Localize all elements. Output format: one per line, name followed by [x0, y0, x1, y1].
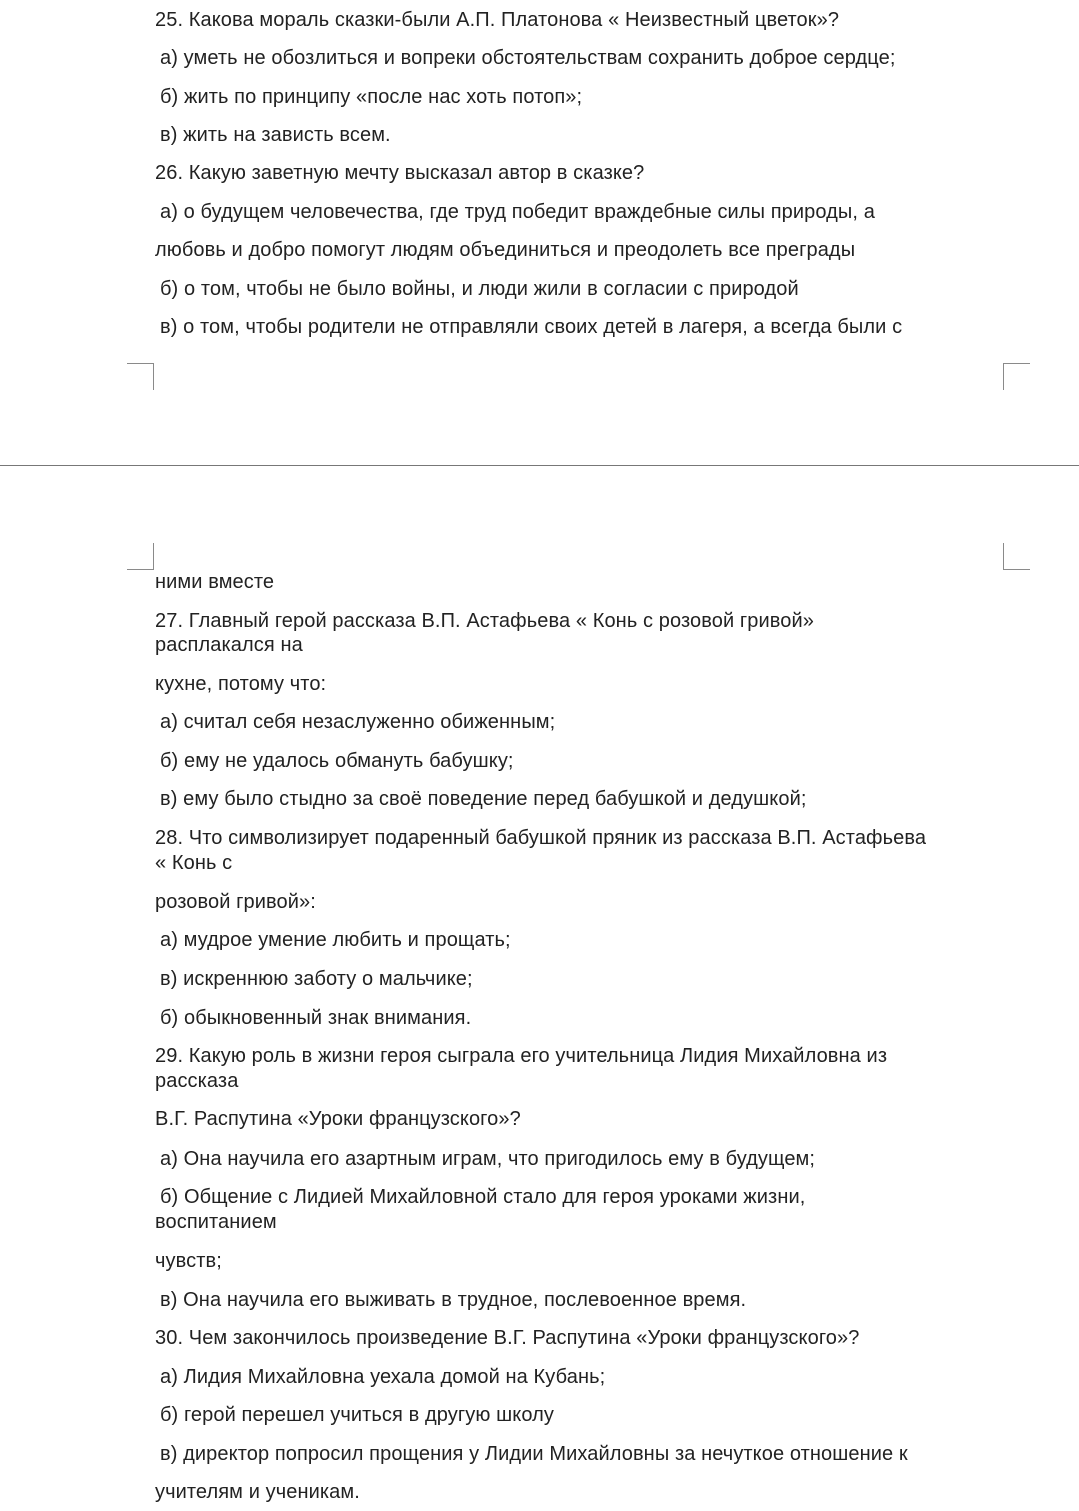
answer-30-c: в) директор попросил прощения у Лидии Михайловны за нечуткое отношение к	[160, 1443, 908, 1465]
answer-29-b-wrap: воспитанием	[155, 1211, 277, 1233]
question-27: 27. Главный герой рассказа В.П. Астафьева « Конь с розовой гривой»	[155, 610, 815, 632]
question-30: 30. Чем закончилось произведение В.Г. Распутина «Уроки французского»?	[155, 1327, 860, 1349]
answer-27-c: в) ему было стыдно за своё поведение перед бабушкой и дедушкой;	[160, 788, 807, 810]
question-27-wrap: расплакался на	[155, 634, 303, 656]
answer-27-b: б) ему не удалось обмануть бабушку;	[160, 750, 514, 772]
answer-25-a: а) уметь не обозлиться и вопреки обстоятельствам сохранить доброе сердце;	[160, 47, 896, 69]
question-26: 26. Какую заветную мечту высказал автор в сказке?	[155, 162, 645, 184]
question-29-continued: В.Г. Распутина «Уроки французского»?	[155, 1108, 521, 1130]
answer-25-b: б) жить по принципу «после нас хоть потоп»;	[160, 86, 583, 108]
answer-26-b: б) о том, чтобы не было войны, и люди жили в согласии с природой	[160, 278, 799, 300]
document-page-bottom	[0, 466, 1079, 1511]
page-corner-mark-bottom-left	[127, 363, 154, 390]
page-corner-mark-top-left	[127, 543, 154, 570]
answer-27-a: а) считал себя незаслуженно обиженным;	[160, 711, 556, 733]
answer-30-c-continued: учителям и ученикам.	[155, 1481, 360, 1503]
question-29-wrap: рассказа	[155, 1070, 239, 1092]
question-28-continued: розовой гривой»:	[155, 891, 316, 913]
page-corner-mark-top-right	[1003, 543, 1030, 570]
answer-29-a: а) Она научила его азартным играм, что пригодилось ему в будущем;	[160, 1148, 816, 1170]
question-25: 25. Какова мораль сказки-были А.П. Платонова « Неизвестный цветок»?	[155, 9, 840, 31]
answer-28-a: а) мудрое умение любить и прощать;	[160, 929, 511, 951]
page-corner-mark-bottom-right	[1003, 363, 1030, 390]
answer-26-a: а) о будущем человечества, где труд победит враждебные силы природы, а	[160, 201, 875, 223]
answer-30-b: б) герой перешел учиться в другую школу	[160, 1404, 554, 1426]
answer-28-c: б) обыкновенный знак внимания.	[160, 1007, 472, 1029]
question-27-continued: кухне, потому что:	[155, 673, 327, 695]
answer-29-b: б) Общение с Лидией Михайловной стало для героя уроками жизни,	[160, 1186, 806, 1208]
answer-28-b: в) искреннюю заботу о мальчике;	[160, 968, 473, 990]
answer-26-a-continued: любовь и добро помогут людям объединиться и преодолеть все преграды	[155, 239, 856, 261]
answer-29-c: в) Она научила его выживать в трудное, послевоенное время.	[160, 1289, 747, 1311]
document-page-top	[0, 0, 1079, 465]
answer-25-c: в) жить на зависть всем.	[160, 124, 391, 146]
answer-26-c-continued: ними вместе	[155, 571, 275, 593]
question-29: 29. Какую роль в жизни героя сыграла его учительница Лидия Михайловна из	[155, 1045, 888, 1067]
answer-30-a: а) Лидия Михайловна уехала домой на Кубань;	[160, 1366, 606, 1388]
question-28-wrap: « Конь с	[155, 852, 233, 874]
answer-29-b-continued: чувств;	[155, 1250, 222, 1272]
question-28: 28. Что символизирует подаренный бабушкой пряник из рассказа В.П. Астафьева	[155, 827, 927, 849]
answer-26-c: в) о том, чтобы родители не отправляли своих детей в лагеря, а всегда были с	[160, 316, 903, 338]
